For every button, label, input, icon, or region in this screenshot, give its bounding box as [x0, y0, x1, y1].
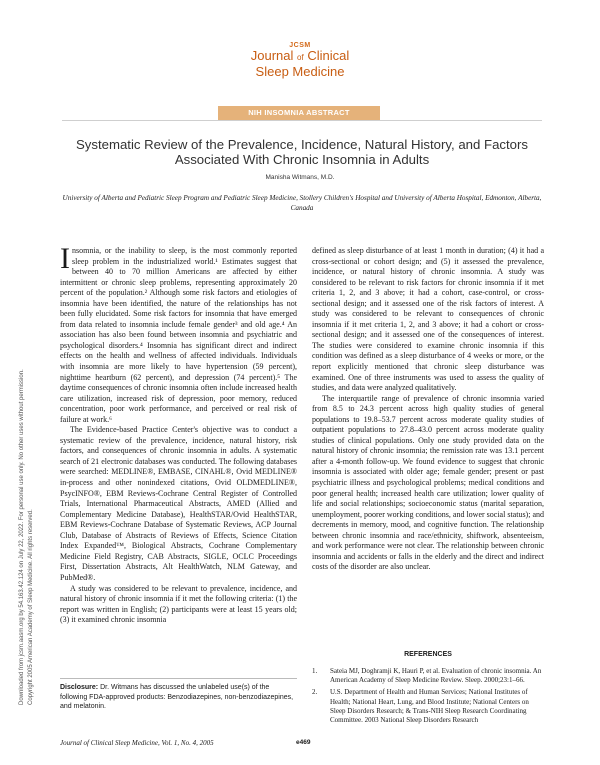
references-list: [312, 667, 544, 728]
body-column-right: [312, 246, 544, 573]
body-column-left: [60, 242, 297, 626]
section-banner: NIH INSOMNIA ABSTRACT: [218, 106, 380, 120]
journal-logo: [0, 42, 600, 79]
article-affiliation: University of Alberta and Pediatric Sleep Program and Pediatric Sleep Medicine, Stollery Children's Hospital and University of Alberta Hospital, Edmonton, Alberta, Canada: [62, 194, 542, 212]
disclosure-divider: [60, 678, 297, 679]
body-paragraph: The Evidence-based Practice Center's objective was to conduct a systematic review of the prevalence, incidence, natural history, risk factors, and consequences of chronic insomnia in adults. A systematic search of 21 electronic databases was conducted. The following databases were searched: MEDLINE®, EMBASE, CINAHL®, Ovid MEDLINE® in-process and other nonindexed citations, Ovid OLDMEDLINE®, PsycINFO®, EBM Reviews-Cochrane Central Register of Controlled Trials, International Pharmaceutical Abstracts, AMED (Allied and Complementary Medicine Database), HealthSTAR/Ovid HealthSTAR, EBM Reviews-Cochrane Database of Systematic Reviews, ACP Journal Club, Database of Abstracts of Reviews of Effects, Science Citation Index Expanded™, Biological Abstracts, Cochrane Complementary Medicine Field Registry, CAB Abstracts, SIGLE, OCLC Proceedings First, Dissertation Abstracts, Alt HealthWatch, NLM Gateway, and PubMed®.: [60, 425, 297, 582]
footer-citation: Journal of Clinical Sleep Medicine, Vol. 1, No. 4, 2005: [60, 739, 214, 747]
body-paragraph: The interquartile range of prevalence of chronic insomnia varied from 8.5 to 24.3 percent across high quality studies of general populations to 19.8–53.7 percent across moderate quality studies of outpatient populations to 27.8–43.0 percent across moderate quality studies of clinical populations. Only one study provided data on the natural history of chronic insomnia; the remission rate was 13.1 percent after a 4-month follow-up. We found evidence to suggest that chronic insomnia is associated with older age; female gender; present or past psychiatric illness and psychological problems; medical conditions and poor general health; increased health care utilization; lower quality of life and social relationships; socioeconomic status (marital separation, unemployment, poorer working conditions, and lower social status); and decrements in memory, mood, and cognitive function. The relationship between chronic insomnia and race/ethnicity, shiftwork, absenteeism, and work performance were not clear. The relationship between chronic insomnia and accidents or falls in the elderly and the direct and indirect costs of the disorder are also unclear.: [312, 393, 544, 572]
reference-item: 2. U.S. Department of Health and Human Services; National Institutes of Health; National Heart, Lung, and Blood Institute; National Centers on Sleep Disorders Research; & Trans-NIH Sleep Research Coordinating Committee. 2003 National Sleep Disorders Research: [312, 688, 529, 725]
reference-item: 1. Sateia MJ, Doghramji K, Hauri P, et al. Evaluation of chronic insomnia. An American Academy of Sleep Medicine Review. Sleep. 2000;23:1–66.: [312, 667, 542, 685]
journal-name-line1: Journal of Clinical: [250, 48, 350, 63]
header-divider: [62, 120, 542, 121]
disclosure-note: Disclosure: Dr. Witmans has discussed the unlabeled use(s) of the following FDA-approved products: Benzodiazepines, non-benzodiazepines, and melatonin.: [60, 684, 294, 710]
article-title: Systematic Review of the Prevalence, Incidence, Natural History, and Factors Associated With Chronic Insomnia in Adults: [76, 137, 528, 167]
download-watermark: Downloaded from jcsm.aasm.org by 54.163.42.124 on July 22, 2022. For personal use only. No other uses without permission. Copyright 2005 American Academy of Sleep Medicine. All rights reserved.: [19, 369, 34, 705]
page-number: e469: [296, 739, 311, 746]
body-paragraph: A study was considered to be relevant to prevalence, incidence, and natural history of chronic insomnia if it met the following criteria: (1) the report was written in English; (2) participants were at least 15 years old; (3) it examined chronic insomnia: [60, 583, 297, 625]
article-author: Manisha Witmans, M.D.: [265, 174, 335, 181]
body-paragraph: defined as sleep disturbance of at least 1 month in duration; (4) it had a cross-sectional or cohort design; and (5) it assessed the prevalence, incidence, or natural history of chronic insomnia. A study was considered to be relevant to risk factors for chronic insomnia if it met criteria 1, 2, and 3 above; it had a cohort, case-control, or cross-sectional design; and it assessed one of the risk factors of interest. A study was considered to be relevant to consequences of chronic insomnia if it met criteria 1, 2, and 3 above; it had a cohort or cross-sectional design; and it assessed one of the consequences of interest. The studies were considered to examine chronic insomnia if this condition was defined as a sleep disturbance of 4 weeks or more, or the report explicitly mentioned that chronic sleep disturbance was examined. One of three instruments was used to assess the quality of studies, and data were analyzed qualitatively.: [312, 246, 544, 393]
journal-abbr: JCSM: [289, 42, 311, 49]
journal-name-line2: Sleep Medicine: [255, 64, 345, 79]
references-heading: REFERENCES: [404, 651, 452, 658]
body-paragraph: Insomnia, or the inability to sleep, is the most commonly reported sleep problem in the industrialized world.¹ Estimates suggest that between 40 to 70 million Americans are affected by either intermittent or chronic sleep problems, representing approximately 20 percent of the population.² Although some risk factors and etiologies of insomnia have been identified, the nature of the relationships has not been fully elucidated. Some risk factors for insomnia that have emerged from data related to insomnia include female gender³ and old age.⁴ An association has also been found between insomnia and psychiatric and psychological disorders.⁴ Insomnia has significant direct and indirect effects on the health and wellness of affected individuals. Individuals with insomnia are more likely to have hypertension (59 percent), nighttime heartburn (62 percent), and depression (74 percent).⁵ The daytime consequences of chronic insomnia often include increased health care utilization, increased risk of depression, poor memory, reduced concentration, poor work performance, and perceived or real risk of failure at work.⁶: [60, 242, 297, 424]
drop-cap: I: [60, 242, 70, 275]
